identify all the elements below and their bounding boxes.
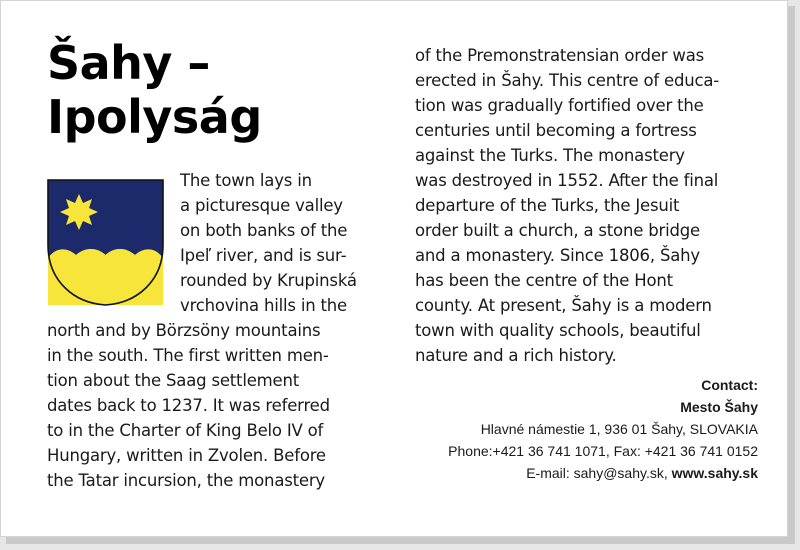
right-text-line: against the Turks. The monastery bbox=[415, 146, 685, 165]
left-text-line: Hungary, written in Zvolen. Before bbox=[47, 446, 326, 465]
coat-of-arms-icon bbox=[47, 179, 164, 306]
contact-email[interactable]: E-mail: sahy@sahy.sk, bbox=[526, 465, 672, 481]
left-text-line: vrchovina hills in the bbox=[180, 296, 347, 315]
title-line-2: Ipolyság bbox=[47, 90, 262, 144]
right-text-line: centuries until becoming a fortress bbox=[415, 121, 697, 140]
contact-email-line bbox=[448, 462, 758, 484]
left-text-line: the Tatar incursion, the monastery bbox=[47, 471, 325, 490]
card-shadow-right bbox=[788, 6, 795, 543]
right-text-line: was destroyed in 1552. After the final bbox=[415, 171, 719, 190]
right-text-line: nature and a rich history. bbox=[415, 346, 617, 365]
right-text-line: county. At present, Šahy is a modern bbox=[415, 296, 712, 315]
contact-org: Mesto Šahy bbox=[680, 399, 758, 415]
sun-core bbox=[71, 204, 87, 220]
card-shadow-bottom bbox=[6, 537, 795, 544]
contact-heading: Contact: bbox=[701, 377, 758, 393]
left-text-line: north and by Börzsöny mountains bbox=[47, 321, 321, 340]
right-text-line: of the Premonstratensian order was bbox=[415, 46, 705, 65]
page-title bbox=[47, 36, 262, 144]
left-text-line: in the south. The first written men- bbox=[47, 346, 329, 365]
right-text-line: departure of the Turks, the Jesuit bbox=[415, 196, 680, 215]
contact-website-link[interactable]: www.sahy.sk bbox=[671, 465, 758, 481]
contact-block bbox=[448, 374, 758, 484]
left-text-line: tion about the Saag settlement bbox=[47, 371, 300, 390]
title-line-1: Šahy – bbox=[47, 36, 210, 90]
left-text-line: dates back to 1237. It was referred bbox=[47, 396, 330, 415]
contact-address: Hlavné námestie 1, 936 01 Šahy, SLOVAKIA bbox=[480, 421, 758, 437]
right-text-line: town with quality schools, beautiful bbox=[415, 321, 701, 340]
left-text-line: to in the Charter of King Belo IV of bbox=[47, 421, 324, 440]
right-text-line: has been the centre of the Hont bbox=[415, 271, 673, 290]
right-text-line: order built a church, a stone bridge bbox=[415, 221, 700, 240]
left-text-line: a picturesque valley bbox=[180, 196, 343, 215]
right-text-line: erected in Šahy. This centre of educa- bbox=[415, 71, 720, 90]
contact-phone-fax: Phone:+421 36 741 1071, Fax: +421 36 741 0152 bbox=[448, 443, 758, 459]
right-text-line: tion was gradually fortified over the bbox=[415, 96, 704, 115]
left-text-line: Ipeľ river, and is sur- bbox=[180, 246, 347, 265]
crest-hills-base bbox=[48, 249, 163, 305]
left-text-line: The town lays in bbox=[180, 171, 312, 190]
right-text-line: and a monastery. Since 1806, Šahy bbox=[415, 246, 700, 265]
left-text-line: rounded by Krupinská bbox=[180, 271, 357, 290]
left-text-line: on both banks of the bbox=[180, 221, 348, 240]
